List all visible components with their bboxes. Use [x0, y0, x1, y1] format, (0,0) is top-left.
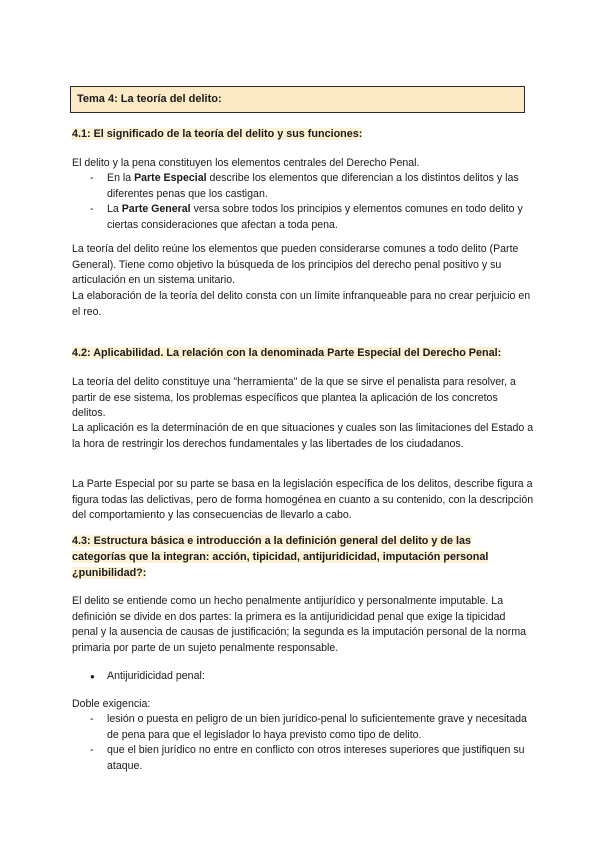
section-heading-4-2 [72, 345, 532, 361]
list-item-parte-especial [90, 171, 530, 202]
list-item: - lesión o puesta en peligro de un bien jurídico-penal lo suficientemente grave y necesitada de pena para que el legislador lo haya previsto como tipo de delito. [90, 712, 530, 743]
section-heading-4-3 [72, 533, 532, 581]
heading-highlight: 4.2: Aplicabilidad. La relación con la denominada Parte Especial del Derecho Penal: [72, 347, 502, 359]
text: describe los elementos que diferencian a los distintos delitos y las diferentes penas que los castigan. [107, 172, 519, 200]
paragraph: Doble exigencia: [72, 698, 151, 710]
bullet-item: ● Antijuridicidad penal: [90, 669, 530, 685]
paragraph: La aplicación es la determinación de en que situaciones y cuales son las limitaciones del Estado a la hora de restringir los derechos fundamentales y las libertades de los ciudadanos. [72, 422, 534, 450]
heading-line-1: 4.3: Estructura básica e introducción a la definición general del delito y de las [72, 535, 471, 547]
bold-term: Parte General [121, 203, 191, 215]
text: versa sobre todos los principios y elementos comunes en todo delito y ciertas consideraciones que afectan a toda pena. [107, 203, 523, 231]
text: La [107, 203, 122, 215]
paragraph: La teoría del delito reúne los elementos que pueden considerarse comunes a todo delito (Parte General). Tiene como objetivo la búsqueda de los principios del derecho penal positivo y su articulación en un sistema unitario. [72, 243, 519, 287]
paragraph: La Parte Especial por su parte se basa en la legislación específica de los delitos, describe figura a figura todas las delictivas, pero de forma homogénea en cuanto a su contenido, con la descripción del comportamiento y las consecuencias de llevarlo a cabo. [72, 478, 534, 522]
paragraph: La elaboración de la teoría del delito consta con un límite infranqueable para no crear perjuicio en el reo. [72, 290, 531, 318]
section-heading-4-1 [72, 126, 532, 142]
topic-title: Tema 4: La teoría del delito: [70, 86, 525, 113]
text: En la [107, 172, 135, 184]
paragraph: El delito se entiende como un hecho penalmente antijurídico y personalmente imputable. La definición se divide en dos partes: la primera es la antijuridicidad penal que exige la tipicidad penal y la ausencia de causas de justificación; la segunda es la imputación personal de la norma primaria por parte de un sujeto penalmente responsable. [72, 595, 527, 654]
list-item: - que el bien jurídico no entre en conflicto con otros intereses superiores que justifiquen su ataque. [90, 743, 530, 774]
paragraph: La teoría del delito constituye una "herramienta" de la que se sirve el penalista para resolver, a partir de ese sistema, los problemas específicos que plantea la aplicación de los concretos delitos. [72, 376, 516, 420]
bold-term: Parte Especial [134, 172, 207, 184]
heading-line-2: categorías que la integran: acción, tipicidad, antijuridicidad, imputación personal [72, 551, 489, 563]
heading-highlight: 4.1: El significado de la teoría del delito y sus funciones: [72, 128, 363, 140]
list-item-parte-general [90, 202, 530, 233]
paragraph: El delito y la pena constituyen los elementos centrales del Derecho Penal. [72, 157, 420, 169]
heading-line-3: ¿punibilidad?: [72, 567, 147, 579]
